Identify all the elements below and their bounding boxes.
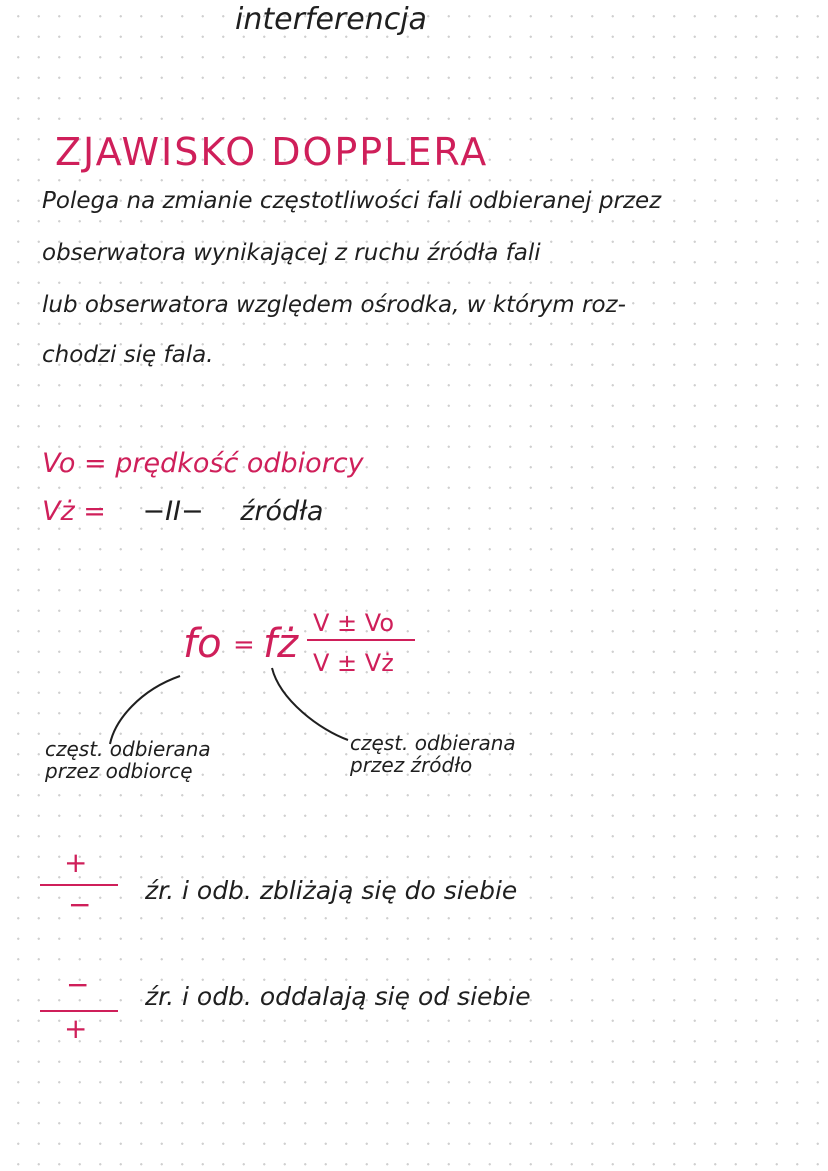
- vz-description: źródła: [240, 496, 324, 527]
- case2-bottom-sign: +: [64, 1012, 88, 1045]
- definition-line: chodzi się fala.: [42, 342, 214, 368]
- case2-text: źr. i odb. oddalają się od siebie: [145, 982, 531, 1011]
- variable-vo: [42, 448, 364, 479]
- label-right-line2: przez źródło: [350, 753, 473, 777]
- top-word: interferencja: [235, 2, 427, 37]
- formula-fz: fż: [263, 621, 299, 667]
- case2-top-sign: −: [66, 968, 90, 1001]
- arrow-left: [110, 676, 180, 744]
- case1-text: źr. i odb. zbliżają się do siebie: [145, 876, 518, 905]
- vo-equals: =: [84, 448, 107, 479]
- page-title: ZJAWISKO DOPPLERA: [55, 130, 489, 174]
- formula-numerator: V ± Vo: [313, 609, 395, 637]
- vo-description: prędkość odbiorcy: [115, 448, 364, 479]
- doppler-formula: [175, 595, 435, 685]
- vz-equals: =: [83, 496, 106, 527]
- label-right-line1: częst. odbierana: [350, 731, 516, 755]
- vz-symbol: Vż: [42, 496, 75, 527]
- formula-lhs: fo: [183, 621, 222, 667]
- definition-line: obserwatora wynikającej z ruchu źródła fali: [42, 240, 541, 266]
- label-received-by-observer: [45, 738, 211, 782]
- vz-ditto: −II−: [142, 496, 204, 527]
- case1-fraction-bar: [40, 884, 118, 886]
- case1-bottom-sign: −: [68, 888, 92, 921]
- definition-line: lub obserwatora względem ośrodka, w którym roz-: [42, 292, 626, 318]
- label-left-line1: częst. odbierana: [45, 737, 211, 761]
- vo-symbol: Vo: [42, 448, 76, 479]
- formula-denominator: V ± Vż: [313, 649, 394, 677]
- case1-top-sign: +: [64, 846, 88, 879]
- label-left-line2: przez odbiorcę: [45, 759, 193, 783]
- definition-line: Polega na zmianie częstotliwości fali odbieranej przez: [42, 188, 662, 214]
- formula-equals: =: [233, 630, 255, 660]
- variable-vz: [42, 496, 323, 527]
- label-received-by-source: [350, 732, 516, 776]
